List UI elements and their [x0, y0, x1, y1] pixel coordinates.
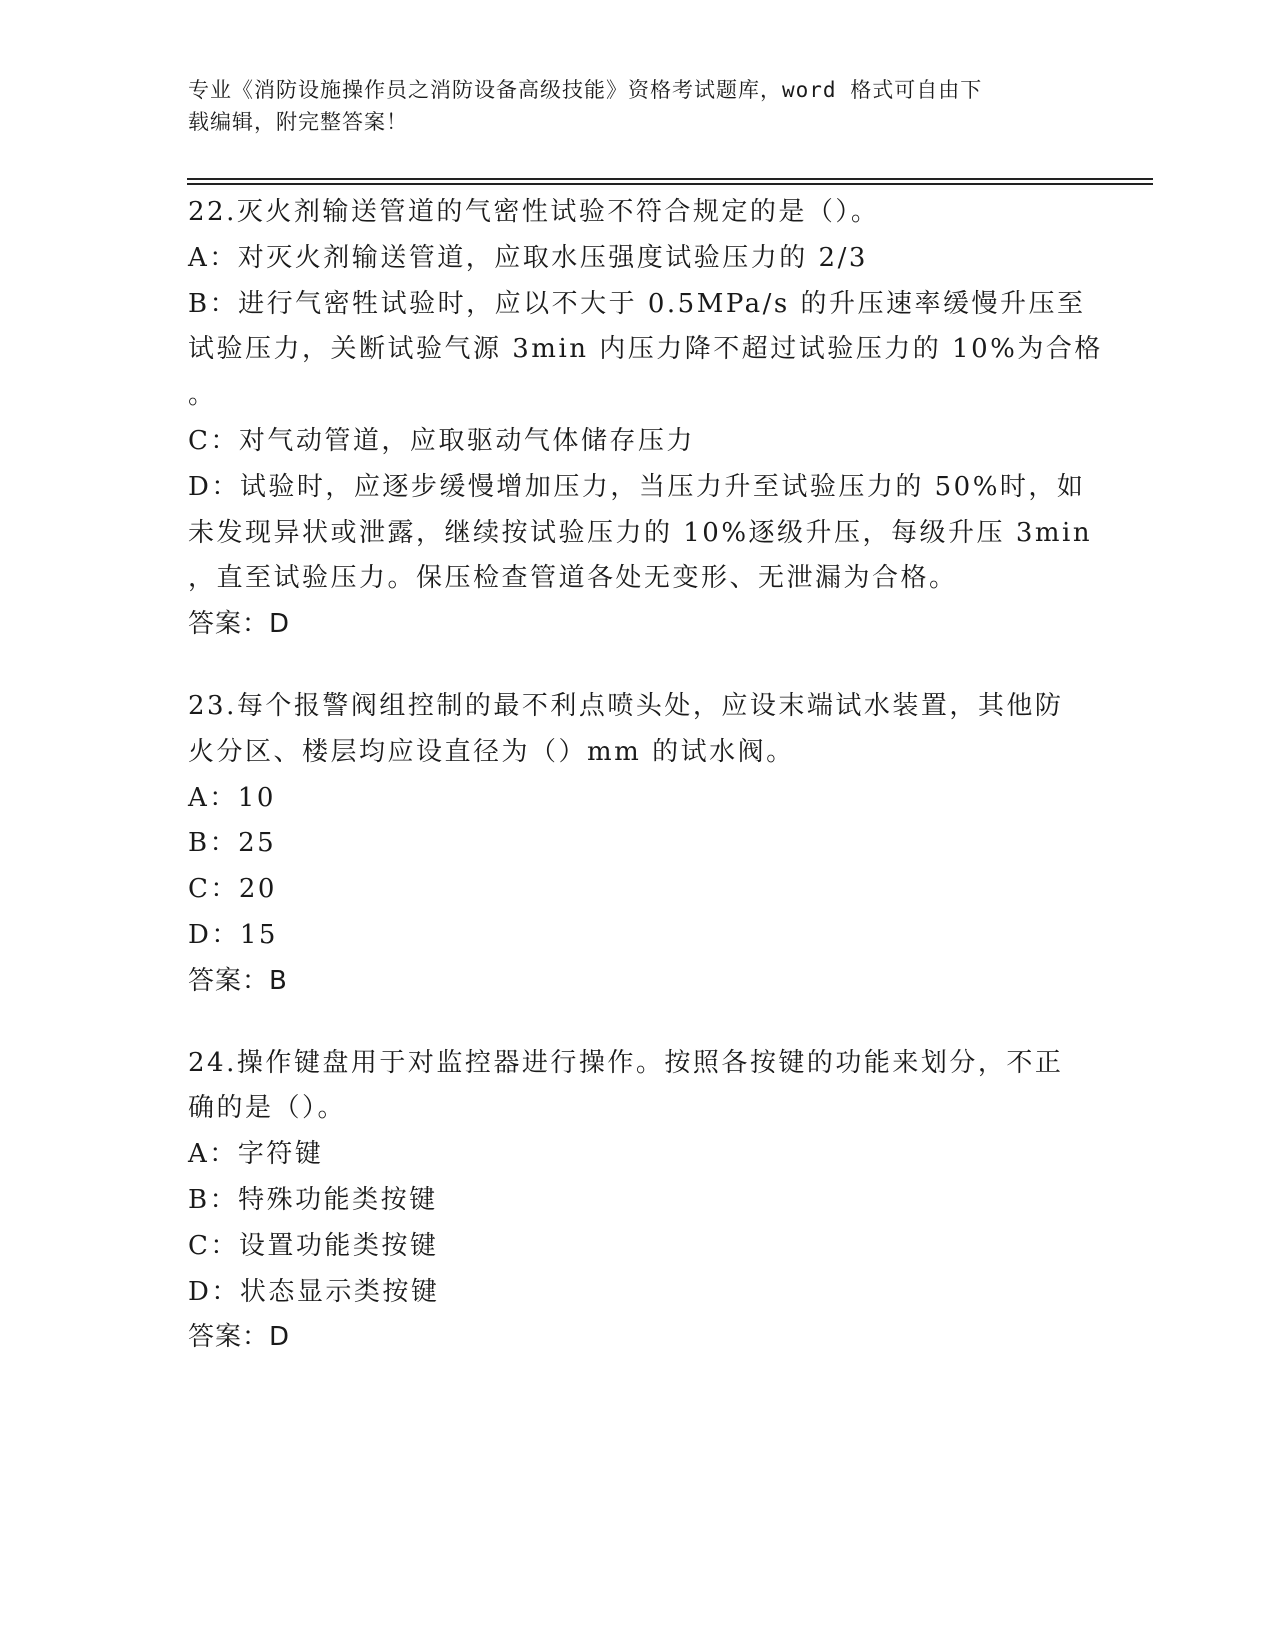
question-stem: 23.每个报警阀组控制的最不利点喷头处，应设末端试水装置，其他防: [188, 690, 1064, 721]
header-divider-top: [187, 178, 1153, 180]
option-line: D：15: [188, 919, 278, 950]
option-c: [188, 1224, 1088, 1270]
option-d: [188, 1270, 1088, 1316]
option-a: [188, 1132, 1088, 1178]
question-22: [188, 190, 1103, 648]
option-line: B：特殊功能类按键: [188, 1184, 438, 1215]
question-stem: 24.操作键盘用于对监控器进行操作。按照各按键的功能来划分，不正: [188, 1047, 1064, 1078]
option-line: C：设置功能类按键: [188, 1230, 439, 1261]
option-a: [188, 776, 1088, 822]
header-line: 专业《消防设施操作员之消防设备高级技能》资格考试题库，word 格式可自由下: [188, 78, 983, 102]
question-24: [188, 1041, 1088, 1362]
option-line: B：25: [188, 828, 277, 859]
option-d: [188, 465, 1093, 602]
option-line: A：对灭火剂输送管道，应取水压强度试验压力的 2/3: [188, 242, 868, 273]
answer: 答案：D: [188, 609, 291, 640]
document-header: [188, 74, 1068, 138]
header-line: 载编辑，附完整答案！: [188, 110, 408, 134]
option-b: [188, 1178, 1088, 1224]
answer: 答案：D: [188, 1322, 291, 1353]
question-stem: 22.灭火剂输送管道的气密性试验不符合规定的是（）。: [188, 197, 880, 227]
option-line: 。: [188, 380, 217, 411]
option-b: [188, 282, 1103, 419]
option-line: C：对气动管道，应取驱动气体储存压力: [188, 425, 695, 456]
option-line: 未发现异状或泄露，继续按试验压力的 10%逐级升压，每级升压 3min: [188, 517, 1093, 548]
option-line: A：10: [188, 782, 276, 813]
answer: 答案：B: [188, 965, 288, 996]
option-b: [188, 821, 1088, 867]
question-stem: 火分区、楼层均应设直径为（）mm 的试水阀。: [188, 736, 795, 767]
option-line: D：试验时，应逐步缓慢增加压力，当压力升至试验压力的 50%时，如: [188, 471, 1086, 502]
option-d: [188, 913, 1088, 959]
option-line: ，直至试验压力。保压检查管道各处无变形、无泄漏为合格。: [188, 563, 958, 594]
option-line: C：20: [188, 874, 277, 905]
option-line: A：字符键: [188, 1139, 324, 1170]
option-c: [188, 419, 1088, 465]
question-stem: 确的是（）。: [188, 1093, 347, 1124]
question-list: [188, 190, 1103, 1361]
option-a: [188, 236, 1088, 282]
header-divider-bottom: [187, 183, 1153, 185]
option-line: 试验压力，关断试验气源 3min 内压力降不超过试验压力的 10%为合格: [188, 334, 1103, 365]
question-23: [188, 684, 1088, 1005]
option-line: D：状态显示类按键: [188, 1276, 440, 1307]
option-line: B：进行气密牲试验时，应以不大于 0.5MPa/s 的升压速率缓慢升压至: [188, 288, 1086, 319]
option-c: [188, 867, 1088, 913]
